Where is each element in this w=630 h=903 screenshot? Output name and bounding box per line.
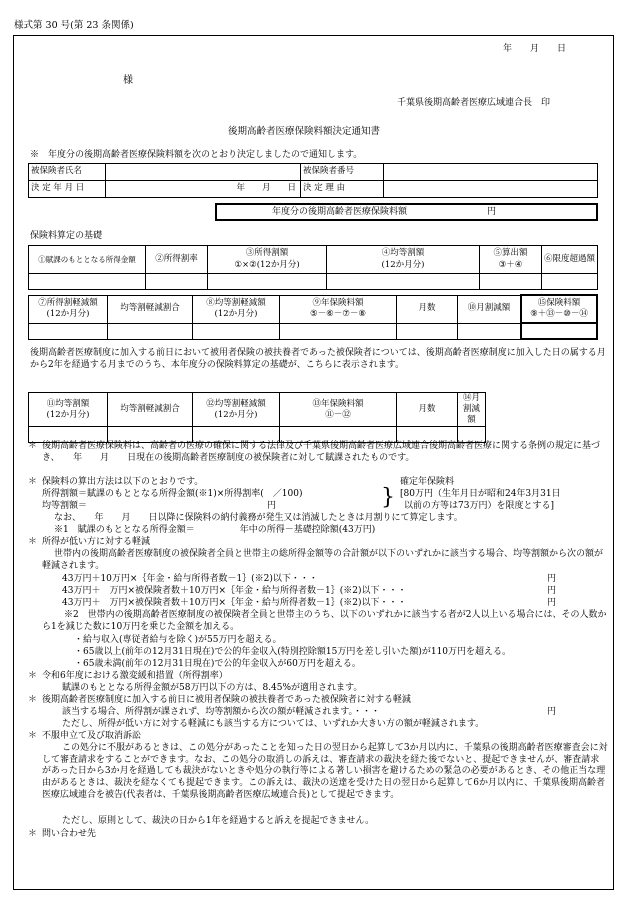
note-2-kakutei: 確定年保険料: [400, 477, 455, 487]
v-annual-premium[interactable]: [280, 323, 397, 339]
note-3-row-3: 43万円＋ 万円×被保険者数＋10万円×｛年金・給与所得者数－1｝(※2)以下・・・: [62, 598, 407, 608]
note-1-marker: ＊: [28, 441, 38, 451]
note-5-marker: ＊: [28, 695, 38, 705]
h-months: 月数: [397, 295, 458, 323]
note-4-title: 令和6年度における激変緩和措置（所得割率）: [42, 671, 228, 681]
insured-name-label: 被保険者氏名: [29, 164, 106, 181]
note-2-proration: なお、 年 月 日以降に保険料の納付義務が発生又は消滅したときは月割りにて算定します。: [54, 513, 463, 523]
h-dep-annual-premium: ⑬年保険料額 ⑪－⑫: [280, 393, 397, 427]
note-5-title: 後期高齢者医療制度に加入する前日に被用者保険の被扶養者であった被保険者に対する軽減: [42, 695, 411, 705]
premium-amount-text: 年度分の後期高齢者医療保険料額: [272, 207, 408, 217]
note-5-body: 該当する場合、所得割が課されず、均等割額から次の額が軽減されます。・・・: [62, 707, 381, 717]
note-2-limit-1: [80万円（生年月日が昭和24年3月31日: [400, 489, 561, 499]
decision-reason-label: 決 定 理 由: [301, 181, 384, 198]
basis-table-3: [28, 392, 486, 443]
note-5-unit: 円: [547, 707, 557, 717]
h-annual-premium: ⑨年保険料額 ⑤－⑥－⑦－⑧: [280, 295, 397, 323]
h-per-capita-reduction: ⑧均等割軽減額 (12か月分): [193, 295, 280, 323]
form-number: 様式第 30 号(第 23 条関係): [14, 20, 134, 31]
contact-label: 問い合わせ先: [42, 829, 97, 839]
note-3-row-1: 43万円＋10万円×｛年金・給与所得者数－1｝(※2)以下・・・: [62, 574, 318, 584]
v-per-capita[interactable]: [327, 274, 480, 290]
doc-title: 後期高齢者医療保険料額決定通知書: [228, 126, 381, 137]
h-dep-per-capita-reduction: ⑫均等割軽減額 (12か月分): [193, 393, 280, 427]
note-3-cond-3: ・65歳未満(前年の12月31日現在)で公的年金収入が60万円を超える。: [74, 659, 361, 669]
decision-reason-value[interactable]: [384, 181, 598, 198]
basis-table-2: [28, 294, 598, 340]
h-premium-total: ⑮保険料額 ⑨＋⑬－⑩－⑭: [521, 295, 597, 323]
v-calculated[interactable]: [480, 274, 542, 290]
h-dep-per-capita: ⑪均等割額 (12か月分): [29, 393, 108, 427]
note-2-per-capita-formula: 均等割額＝ 円: [42, 501, 277, 511]
issuer: 千葉県後期高齢者医療広域連合長 印: [397, 98, 551, 108]
v-income-levy[interactable]: [208, 274, 327, 290]
v-limit-excess[interactable]: [542, 274, 598, 290]
note-5-caveat: ただし、所得が低い方に対する軽減にも該当する方については、いずれか大きい方の額が軽減されます。: [62, 719, 485, 729]
premium-unit: 円: [487, 207, 497, 217]
h-reduction-ratio: 均等割軽減割合: [108, 295, 193, 323]
h-calculated: ⑤算出額 ③＋④: [480, 246, 542, 274]
note-6-title: 不服申立て及び取消訴訟: [42, 731, 142, 741]
intro-text: ※ 年度分の後期高齢者医療保険料額を次のとおり決定しましたので通知します。: [30, 150, 363, 160]
note-7-marker: ＊: [28, 829, 38, 839]
note-3-footnote-2: ※2 世帯内の後期高齢者医療制度の被保険者全員と世帯主のうち、以下のいずれかに該当する者が2人以上いる場合には、その人数から1を減じた数に10万円を乗じた金額を加える。: [42, 610, 607, 632]
note-4-body: 賦課のもととなる所得金額が58万円以下の方は、8.45%が適用されます。: [62, 683, 363, 693]
note-3-marker: ＊: [28, 537, 38, 547]
h-dep-reduction-ratio: 均等割軽減割合: [108, 393, 193, 427]
basis-title: 保険料算定の基礎: [30, 231, 103, 241]
decision-date-value: 年 月 日: [106, 181, 301, 198]
insured-number-value[interactable]: [384, 164, 598, 181]
note-6-limit: ただし、原則として、裁決の日から1年を経過すると訴えを提起できません。: [62, 816, 375, 826]
note-2-title: 保険料の算出方法は以下のとおりです。: [42, 477, 204, 487]
h-income-reduction: ⑦所得割軽減額 (12か月分): [29, 295, 108, 323]
h-monthly-reduction: ⑩月割減額: [458, 295, 522, 323]
h-income-levy: ③所得割額 ①×②(12か月分): [208, 246, 327, 274]
v-income-reduction[interactable]: [29, 323, 108, 339]
v-reduction-ratio[interactable]: [108, 323, 193, 339]
note-2-limit-2: 以前の方等は73万円）を限度とする]: [404, 501, 554, 511]
note-2-footnote-1: ※1 賦課のもととなる所得金額＝ 年中の所得－基礎控除額(43万円): [54, 525, 376, 535]
note-2-marker: ＊: [28, 477, 38, 487]
note-4-marker: ＊: [28, 671, 38, 681]
note-1: 後期高齢者医療保険料は、高齢者の医療の確保に関する法律及び千葉県後期高齢者医療広域連合後期高齢者医療に関する条例の規定に基づき、 年 月 日現在の後期高齢者医療制度の被保険者に対して賦課されたものです。: [42, 441, 601, 463]
h-income-base: ①賦課のもととなる所得金額: [29, 246, 146, 274]
note-3-cond-2: ・65歳以上(前年の12月31日現在)で公的年金収入(特別控除額15万円を差し引いた額)が110万円を超える。: [74, 647, 512, 657]
note-2-income-formula: 所得割額＝賦課のもととなる所得金額(※1)×所得割率( ／100): [42, 489, 303, 499]
note-3-cond-1: ・給与収入(専従者給与を除く)が55万円を超える。: [74, 635, 282, 645]
note-3-row-3-unit: 円: [547, 598, 557, 608]
v-income-rate[interactable]: [146, 274, 208, 290]
h-limit-excess: ⑥限度超過額: [542, 246, 598, 274]
insured-info-table: [28, 163, 598, 198]
insured-number-label: 被保険者番号: [301, 164, 384, 181]
note-2-brace: }: [381, 485, 395, 510]
h-dep-monthly-reduction: ⑭月割減額: [458, 393, 486, 427]
addressee-suffix: 様: [123, 75, 133, 86]
note-3-row-1-unit: 円: [547, 574, 557, 584]
note-3-body: 世帯内の後期高齢者医療制度の被保険者全員と世帯主の総所得金額等の合計額が以下のいずれかに該当する場合、均等割額から次の額が軽減されます。: [42, 549, 604, 571]
h-income-rate: ②所得割率: [146, 246, 208, 274]
v-monthly-reduction[interactable]: [458, 323, 522, 339]
h-dep-months: 月数: [397, 393, 458, 427]
note-3-row-2-unit: 円: [547, 586, 557, 596]
note-6-body: この処分に不服があるときは、この処分があったことを知った日の翌日から起算して3か月以内に、千葉県の後期高齢者医療審査会に対して審査請求をすることができます。なお、この処分の取消しの訴えは、審査請求の裁決を経た後でないと、提起できませんが、審査請求があった日から3か月を経過しても裁決がないときや処分の執行等による著しい損害を避けるための緊急の必要があるとき、その他正当な理由があるときは、裁決を経なくても提起できます。この訴えは、裁決の送達を受けた日の翌日から起算して6か月以内に、千葉県後期高齢者医療広域連合を被告(代表者は、千葉県後期高齢者医療広域連合長)として提起できます。: [42, 743, 608, 800]
basis-table-1: [28, 245, 598, 290]
insured-name-value[interactable]: [106, 164, 301, 181]
v-income-base[interactable]: [29, 274, 146, 290]
dependent-note: 後期高齢者医療制度に加入する前日において被用者保険の被扶養者であった被保険者については、後期高齢者医療制度に加入した日の属する月から2年を経過する月までのうち、本年度分の保険料算定の基礎が、こちらに表示されます。: [30, 348, 606, 370]
v-premium-total[interactable]: [521, 323, 597, 339]
date-line: 年 月 日: [503, 44, 567, 54]
v-per-capita-reduction[interactable]: [193, 323, 280, 339]
note-3-row-2: 43万円＋ 万円×被保険者数＋10万円×｛年金・給与所得者数－1｝(※2)以下・・・: [62, 586, 407, 596]
v-months[interactable]: [397, 323, 458, 339]
h-per-capita: ④均等割額 (12か月分): [327, 246, 480, 274]
decision-date-label: 決 定 年 月 日: [29, 181, 106, 198]
premium-amount-box: [215, 203, 598, 221]
note-3-title: 所得が低い方に対する軽減: [42, 537, 151, 547]
note-6-marker: ＊: [28, 731, 38, 741]
